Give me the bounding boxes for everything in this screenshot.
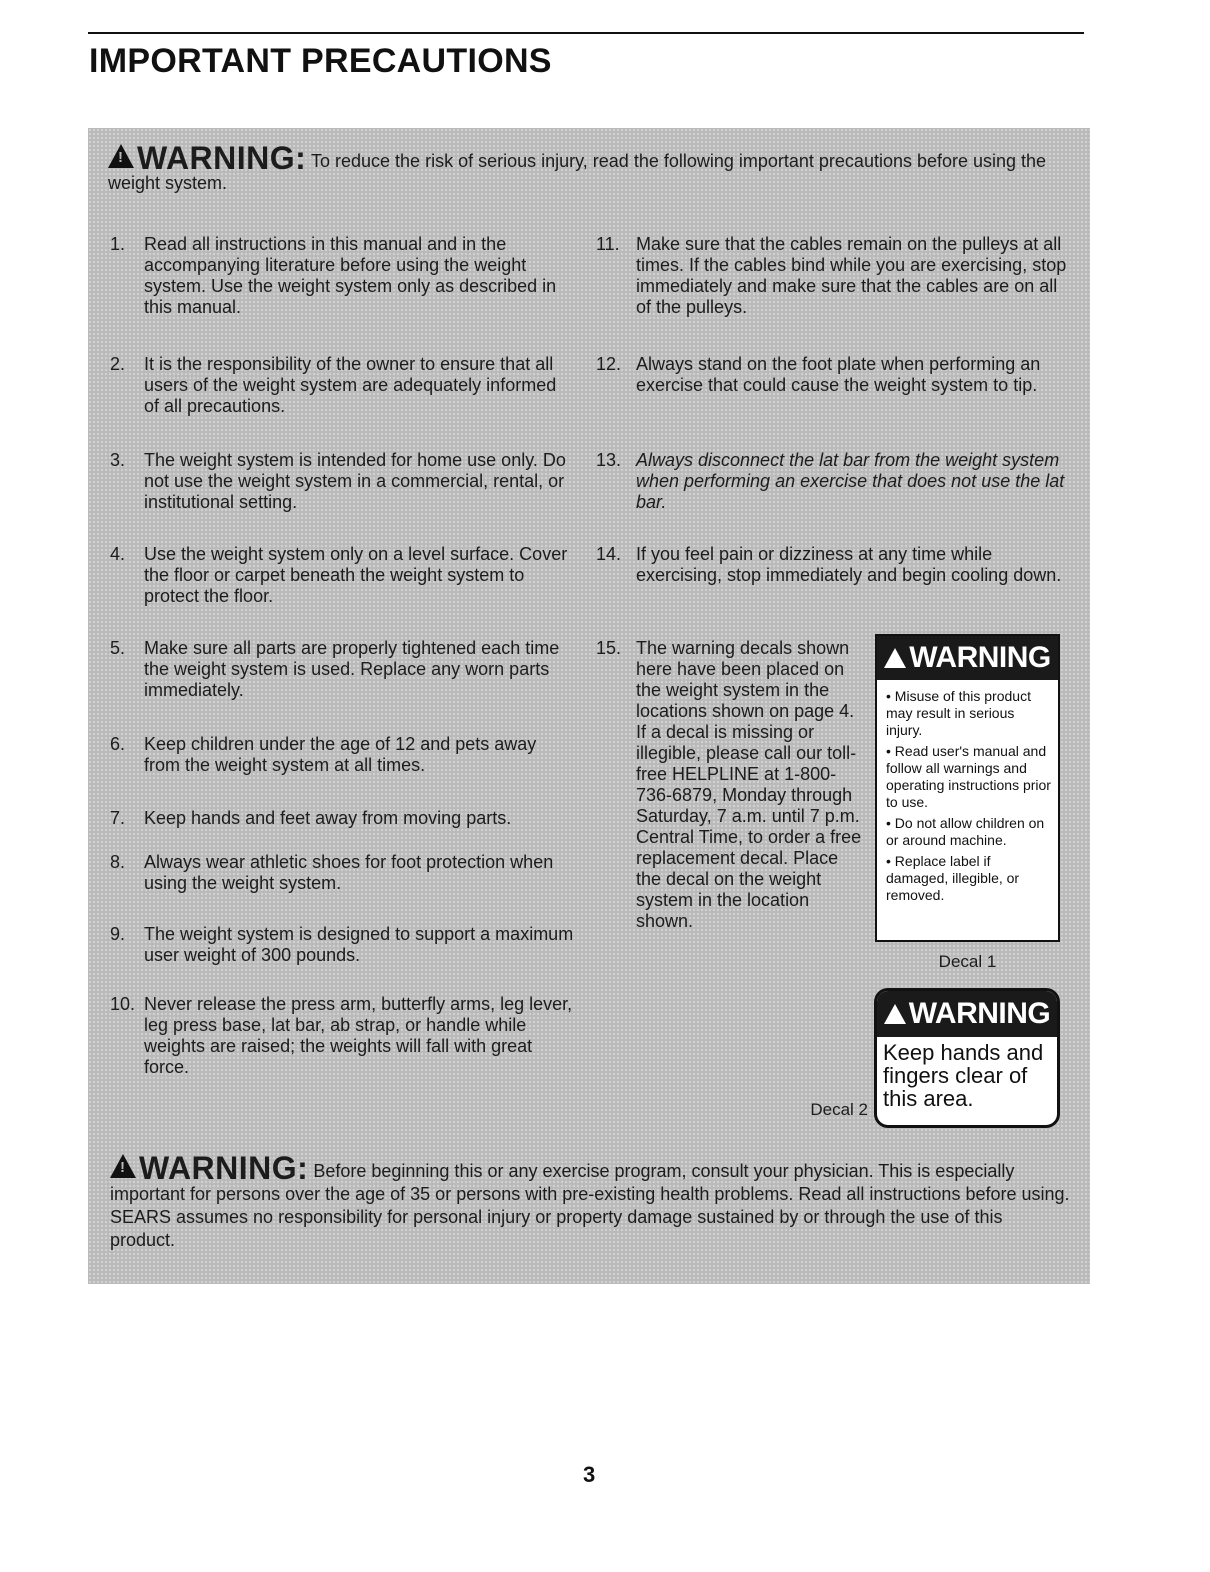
item-text: The weight system is intended for home use only. Do not use the weight system in a commercial, rental, or institutional setting. [144,450,566,512]
decal-2-text: Keep hands and fingers clear of this area. [883,1040,1044,1111]
item-number: 8. [110,852,126,872]
item-text: Always disconnect the lat bar from the weight system when performing an exercise that does not use the lat bar. [636,450,1065,512]
item-number: 14. [596,544,622,564]
precaution-item-8 [110,852,574,894]
warning-triangle-icon [108,144,134,168]
precaution-item-3 [110,450,574,513]
item-number: 10. [110,994,136,1014]
decal-1-bullet: • Misuse of this product may result in serious injury. [886,688,1031,738]
precaution-item-5 [110,638,574,701]
item-number: 6. [110,734,126,754]
warning-bottom [110,1150,1070,1252]
precaution-item-6 [110,734,574,776]
precaution-item-12 [596,354,1070,396]
decal-2-caption: Decal 2 [810,1100,868,1119]
item-number: 4. [110,544,126,564]
decal-1-caption: Decal 1 [938,952,997,971]
item-text: The warning decals shown here have been placed on the weight system in the locations shown on page 4. If a decal is missing or illegible, please call our toll-free HELPLINE at 1-800-736-6879, Monday through Saturday, 7 a.m. until 7 p.m. Central Time, to order a free replacement decal. Place the decal on the weight system in the location shown. [636,638,862,931]
precautions-panel [88,128,1090,1284]
item-text: The weight system is designed to support a maximum user weight of 300 pounds. [144,924,574,965]
item-text: Keep children under the age of 12 and pets away from the weight system at all times. [144,734,537,775]
item-text: Use the weight system only on a level surface. Cover the floor or carpet beneath the weight system to protect the floor. [144,544,568,606]
decal-1-body [877,680,1058,912]
item-number: 2. [110,354,126,374]
item-number: 11. [596,234,620,254]
item-text: Make sure that the cables remain on the pulleys at all times. If the cables bind while you are exercising, stop immediately and make sure that the cables are on all of the pulleys. [636,234,1067,317]
item-text: Make sure all parts are properly tightened each time the weight system is used. Replace any worn parts immediately. [144,638,560,700]
decal-1-header-text: WARNING [909,641,1051,674]
precaution-item-2 [110,354,574,417]
item-number: 9. [110,924,126,944]
item-text: Always wear athletic shoes for foot protection when using the weight system. [144,852,554,893]
precaution-item-4 [110,544,574,607]
precaution-item-11 [596,234,1070,318]
precaution-item-15 [596,638,864,932]
precaution-item-10 [110,994,574,1078]
item-text: Keep hands and feet away from moving parts. [144,808,512,828]
decal-1-bullet: • Read user's manual and follow all warnings and operating instructions prior to use. [886,743,1051,810]
precaution-item-9 [110,924,574,966]
decal-2-warning-label [874,988,1060,1128]
item-number: 13. [596,450,622,470]
decal-2-header [877,991,1057,1037]
page-number: 3 [583,1462,596,1487]
precaution-item-7 [110,808,580,829]
item-text: If you feel pain or dizziness at any time while exercising, stop immediately and begin cooling down. [636,544,1062,585]
decal-1-bullet: • Replace label if damaged, illegible, or removed. [886,853,1020,903]
decal-1-bullet: • Do not allow children on or around machine. [886,815,1045,848]
warning-triangle-icon [884,648,906,668]
precaution-item-13 [596,450,1070,513]
decal-1-warning-label [875,634,1060,942]
item-number: 15. [596,638,622,658]
item-number: 3. [110,450,126,470]
item-number: 5. [110,638,126,658]
item-number: 1. [110,234,126,254]
item-number: 7. [110,808,126,828]
decal-2-header-text: WARNING [908,997,1051,1030]
item-number: 12. [596,354,622,374]
item-text: It is the responsibility of the owner to ensure that all users of the weight system are adequately informed of all precautions. [144,354,557,416]
warning-intro-text: To reduce the risk of serious injury, read the following important precautions before using the weight system. [108,151,1047,193]
item-text: Always stand on the foot plate when performing an exercise that could cause the weight system to tip. [636,354,1041,395]
warning-triangle-icon [884,1004,906,1024]
item-text: Read all instructions in this manual and in the accompanying literature before using the weight system. Use the weight system only as described in this manual. [144,234,557,317]
warning-word: WARNING: [139,1150,309,1186]
warning-bottom-text: Before beginning this or any exercise program, consult your physician. This is especially important for persons over the age of 35 or persons with pre-existing health problems. Read all instructions before using. SEARS assumes no responsibility for personal injury or property damage sustained by or through the use of this product. [110,1161,1070,1250]
top-rule [88,32,1084,34]
decal-1-header [877,636,1058,680]
warning-intro [108,140,1083,194]
warning-triangle-icon [110,1154,136,1178]
precaution-item-14 [596,544,1070,586]
item-text: Never release the press arm, butterfly arms, leg lever, leg press base, lat bar, ab strap, or handle while weights are raised; the weights will fall with great force. [144,994,573,1077]
warning-word: WARNING: [137,140,307,176]
precaution-item-1 [110,234,574,318]
page-title: IMPORTANT PRECAUTIONS [89,42,552,80]
